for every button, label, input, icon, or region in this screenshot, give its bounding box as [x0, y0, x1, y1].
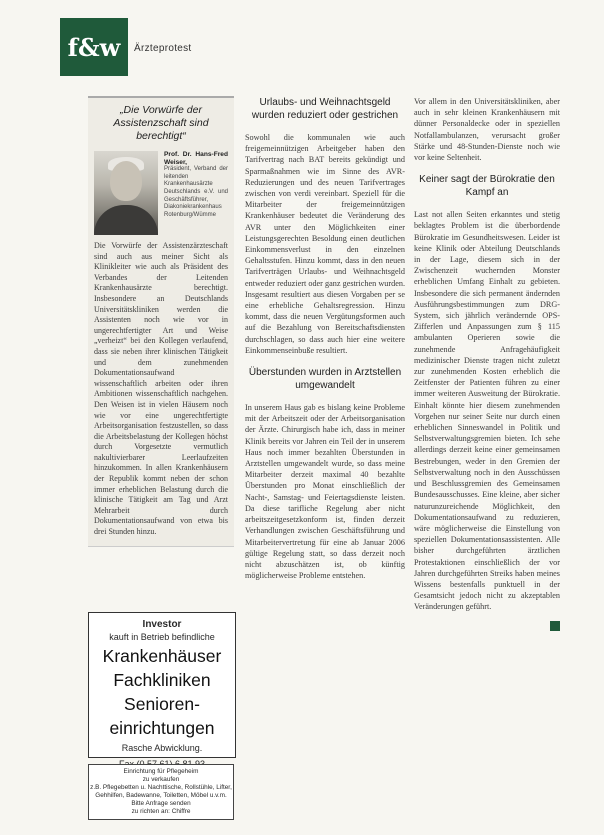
investor-ad: [88, 612, 236, 758]
ad2-line-1: Einrichtung für Pflegeheim: [123, 768, 199, 775]
column-1-body: Die Vorwürfe der Assistenzärzteschaft sind auch aus meiner Sicht als Klinikleiter wie auch als Präsident des Verbandes der Leitenden Krankenhausärzte berechtigt. Insbesondere an Deutschlands Universitätskliniken werden die Assistenten noch wie vor in ungerechtfertigter Art und Weise „verheizt“ bei den Kollegen verlaufend, dass sie neben ihrer klinischen Tätigkeit und dem zunehmenden Dokumentationsaufwand wissenschaftlich arbeiten oder ihren Ambitionen wissenschaftlich nachgehen. Den Weisen ist in vielen Häusern noch wie vor eine ungerechtfertigte Arbeitsorganisation festzustellen, so dass die Arbeitsbelastung der Kollegen höchst durch Vorgesetzte vermutlich nakultivierbarer Leerlaufzeiten hinzukommen. In allen Krankenhäusern der Republik kommt neben der schon immer erheblichen Belastung durch die klinische Tätigkeit am Tag und Arzt Mehrarbeit durch Dokumentationsaufwand von etwa bis drei Stunden hinzu.: [94, 241, 228, 537]
subheading-3: Keiner sagt der Bürokratie den Kampf an: [419, 174, 555, 199]
nursing-home-ad: [88, 764, 234, 820]
section-label: Ärzteprotest: [134, 43, 192, 54]
author-profile: [94, 151, 228, 235]
ad-line-facilities: einrichtungen: [109, 718, 215, 738]
ad-heading: Investor: [142, 619, 182, 630]
ad-note: Rasche Abwicklung.: [121, 743, 203, 753]
ad-line-senior: Senioren-: [124, 694, 200, 714]
column-1: [88, 96, 234, 547]
author-bio: [164, 151, 228, 235]
author-role: Präsident, Verband der leitenden Krankenhausärzte Deutschlands e.V. und Geschäftsführer, Diakoniekrankenhaus Rotenburg/Wümme: [164, 166, 228, 218]
brand-logo: f&w: [60, 18, 128, 76]
column-2: [245, 96, 405, 581]
column-3-paragraph-2: Last not allen Seiten erkanntes und stetig beklagtes Problem ist die überbordende Bürokratie im Gesundheitswesen. Leider ist keine Klinik oder Abteilung Deutschlands in der Lage, diesem sich in der Zwischenzeit wuchernden Monster erheblichen Umfang Einhalt zu gebieten. Insbesondere die sich permanent ändernden Ausführungsbestimmungen zum DRG-System, sich jährlich verändernde OPS-Zifferlen und Anpassungen zum § 115 ambulanten Operieren sowie die zunehmende Anfragehäufigkeit medizinischer Dienste tragen nicht zuletzt zur zunehmenden Kosten erheblich die Zeitfenster der Patienten führen zu einer immer weiteren Ausweitung der Bürokratie. Einhalt könnte hier diesem zunehmenden Vorgehen nur seiner Seite nur durch einen erheblichen Sinneswandel in Politik und Selbstverwaltungsgremien bieten. Ich sehe allerdings derzeit keine einer gemeinsamen Bestrebungen, weder in den Gremien der Selbstverwaltung noch in den Ausschüssen und Beschlussgremien des Gemeinsamen Bundesausschusses. Eine kleine, aber sicher naturunzureichende Möglichkeit, den Dokumentationsaufwand zu reduzieren, wäre möglicherweise die Einstellung von speziellen Dokumentationsassistenten. Alle bisher durchgeführten ärztlichen Protestaktionen einschließlich der vor Jahren durchgeführten Streiks haben meines Wissens bestenfalls punktuell in der Gesamtsicht jedoch nicht zu akzeptablen Veränderungen geführt.: [414, 210, 560, 612]
author-name: Prof. Dr. Hans-Fred Weiser,: [164, 151, 228, 166]
quote-box: [88, 96, 234, 547]
ad2-line-4: Bitte Anfrage senden: [131, 800, 191, 807]
ad2-line-3: z.B. Pflegebetten u. Nachttische, Rollstühle, Lifter, Gehhilfen, Badewanne, Toiletten, Möbel u.v.m.: [90, 784, 232, 799]
subheading-1: Urlaubs- und Weihnachtsgeld wurden reduziert oder gestrichen: [251, 97, 399, 121]
article-end-mark: [550, 621, 560, 631]
subheading-2: Überstunden wurden in Arztstellen umgewandelt: [248, 367, 402, 392]
column-2-paragraph-2: In unserem Haus gab es bislang keine Probleme mit der Arbeitszeit oder der Arbeitsorganisation der Ärzte. Chirurgisch habe ich, dass in meiner Klinik bereits vor Jahren ein Teil der in unserem Haus noch immer bezahlten Überstunden in Arztstellen umgewandelt wurde, so dass meine Mitarbeiter derzeit maximal 40 bezahlte Überstunden pro Monat einschließlich der Nacht-, Samstag- und Feiertagsdienste leisten. Da diese tarifliche Regelung aber nicht arbeitszeitgesetzkonform ist, finden derzeit Verhandlungen zwischen Geschäftsführung und Mitarbeitervertretung für eine ab Januar 2006 gültige Regelung statt, so dass derzeit noch nicht abzuschätzen ist, ob künftig möglicherweise Probleme entstehen.: [245, 403, 405, 581]
column-3: [414, 96, 560, 631]
column-2-paragraph-1: Sowohl die kommunalen wie auch freigemeinnützigen Arbeitgeber haben den Tarifvertrag nach BAT bereits gekündigt und Sparmaßnahmen wie im Sinne des AVR-Reduzierungen und des neuen Tarifvertrages zwischen von verdi vereinbart. Speziell für die Mitarbeiter der freigemeinnützigen Krankenhäuser bedeutet die Veränderung des AVR unter den Möglichkeiten einer Leistungsgerechten Besoldung einen deutlichen Einkommensverlust in den einzelnen Gehaltsstufen. Hinzu kommt, dass in den neuen Tarifverträgen Urlaubs- und Weihnachtsgeld entweder reduziert oder ganz gestrichen wurden. Insgesamt resultiert aus diesen Vorgaben per se eine erhebliche Gehaltsregression. Hinzu kommt, dass die neuen Vergütungsformen auch auf die Bezahlung von Bereitschaftsdiensten durchschlagen, so dass auch hier eine weitere Einkommenseinbuße resultiert.: [245, 133, 405, 355]
ad-line-clinics: Fachkliniken: [113, 670, 211, 690]
column-3-paragraph-1: Vor allem in den Universitätskliniken, aber auch in sehr kleinen Krankenhäusern mit dünner Personaldecke oder in speziellen Notfallambulanzen, verursacht großer Stärke und 48-Stunden-Dienste noch wie vor keine Seltenheit.: [414, 97, 560, 163]
ad-subheading: kauft in Betrieb befindliche: [109, 632, 215, 642]
ad2-line-5: zu richten an: Chiffre: [131, 808, 191, 815]
ad-line-hospitals: Krankenhäuser: [102, 646, 222, 666]
quote-title: „Die Vorwürfe der Assistenzschaft sind berechtigt“: [113, 104, 209, 142]
ad2-line-2: zu verkaufen: [142, 776, 180, 783]
author-photo: [94, 151, 158, 235]
